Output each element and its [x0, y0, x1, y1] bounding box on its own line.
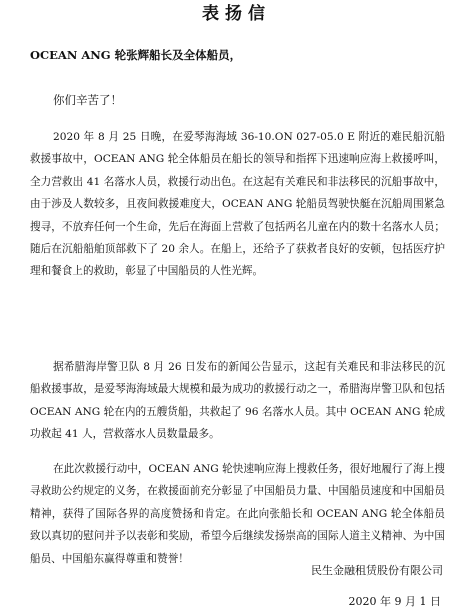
- letter-greeting: 你们辛苦了！: [53, 93, 122, 107]
- body-paragraph-2: 据希腊海岸警卫队 8 月 26 日发布的新闻公告显示，这起有关难民和非法移民的沉船救援事故，是爱琴海海域最大规模和最为成功的救援行动之一，希腊海岸警卫队和包括 OCEAN ANG 轮在内的五艘货船，共救起了 96 名落水人员。其中 OCEAN ANG 轮成功救起 41 人，营救落水人员数量最多。: [30, 361, 445, 441]
- body-paragraph-1: 2020 年 8 月 25 日晚，在爱琴海海域 36-10.ON 027-05.0 E 附近的难民船沉船救援事故中，OCEAN ANG 轮全体船员在船长的领导和指挥下迅速响应海上救援呼叫，全力营救出 41 名落水人员，救援行动出色。在这起有关难民和非法移民的沉船事故中，由于涉及人数较多，且夜间救援难度大，OCEAN ANG 轮船员驾驶快艇在沉船周围紧急搜寻，不放弃任何一个生命，先后在海面上营救了包括两名儿童在内的数十名落水人员；随后在沉船船舶顶部救下了 20 余人。在船上，还给予了获救者良好的安顿，包括医疗护理和餐食上的救助，彰显了中国船员的人性光辉。: [30, 131, 445, 278]
- letter-salutation: OCEAN ANG 轮张辉船长及全体船员，: [30, 48, 242, 62]
- letter-title: 表扬信: [202, 4, 271, 24]
- letter-signature: 民生金融租赁股份有限公司: [311, 564, 443, 577]
- body-paragraph-3: 在此次救援行动中，OCEAN ANG 轮快速响应海上搜救任务，很好地履行了海上搜寻救助公约规定的义务，在救援面前充分彰显了中国船员力量、中国船员速度和中国船员精神，获得了国际各界的高度赞扬和肯定。在此向张船长和 OCEAN ANG 轮全体船员致以真切的慰问并予以表彰和奖励，希望今后继续发扬崇高的国际人道主义精神、为中国船员、中国船东赢得尊重和赞誉！: [30, 463, 445, 565]
- letter-date: 2020 年 9 月 1 日: [348, 595, 441, 608]
